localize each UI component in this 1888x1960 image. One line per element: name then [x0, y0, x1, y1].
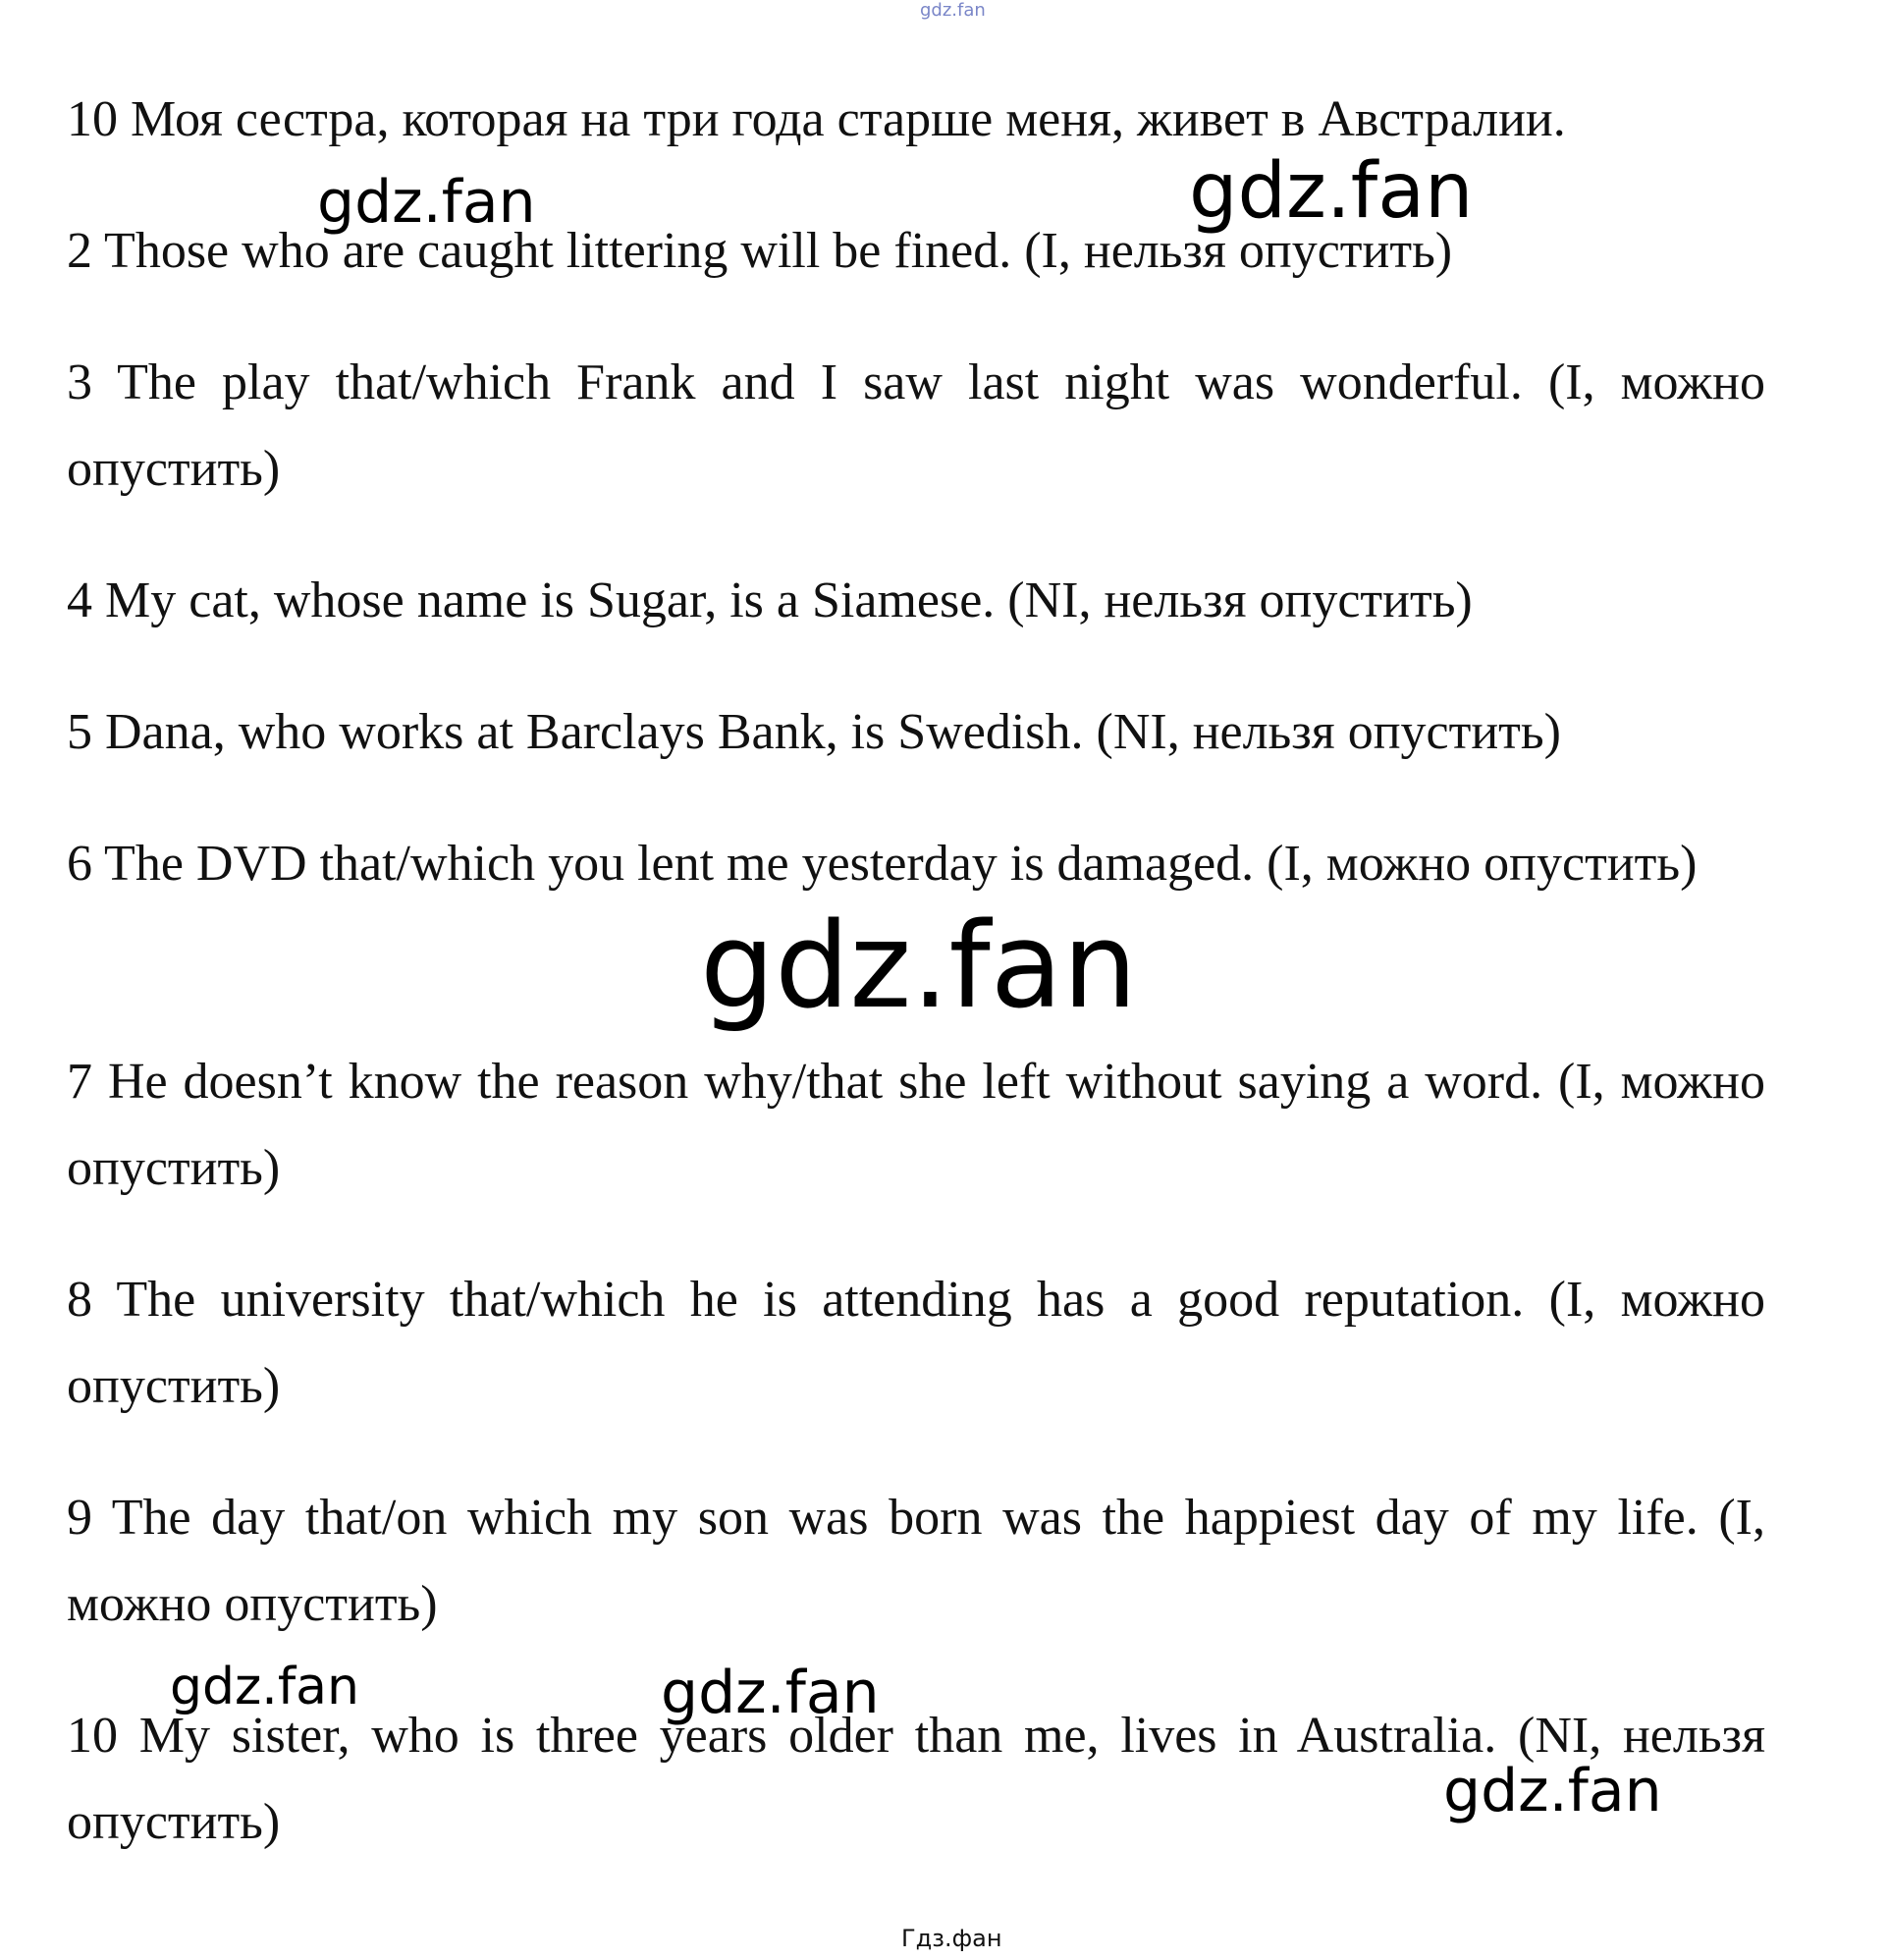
paragraph-6: 6 The DVD that/which you lent me yesterday is damaged. (I, можно опустить): [67, 836, 1698, 892]
watermark-f: gdz.fan: [1443, 1757, 1662, 1825]
watermark-b: gdz.fan: [1189, 147, 1474, 236]
page-footer: Гдз.фан: [901, 1925, 1002, 1952]
watermark-d: gdz.fan: [170, 1658, 359, 1716]
paragraph-4: 4 My cat, whose name is Sugar, is a Siamese. (NI, нельзя опустить): [67, 572, 1473, 628]
paragraph-2: 2 Those who are caught littering will be fined. (I, нельзя опустить): [67, 223, 1453, 279]
watermark-a: gdz.fan: [317, 168, 536, 237]
watermark-e: gdz.fan: [661, 1659, 880, 1727]
paragraph-translation: 10 Моя сестра, которая на три года старше меня, живет в Австралии.: [67, 91, 1566, 147]
watermark-center: gdz.fan: [700, 898, 1138, 1035]
watermark-top: gdz.fan: [920, 0, 986, 21]
paragraph-7: 7 He doesn’t know the reason why/that she left without saying a word. (I, можно опустить): [67, 1054, 1765, 1196]
paragraph-8: 8 The university that/which he is attending has a good reputation. (I, можно опустить): [67, 1272, 1765, 1414]
paragraph-3: 3 The play that/which Frank and I saw last night was wonderful. (I, можно опустить): [67, 354, 1765, 497]
paragraph-9: 9 The day that/on which my son was born was the happiest day of my life. (I, можно опустить): [67, 1490, 1765, 1632]
paragraph-5: 5 Dana, who works at Barclays Bank, is Swedish. (NI, нельзя опустить): [67, 704, 1561, 760]
paragraph-10: 10 My sister, who is three years older than me, lives in Australia. (NI, нельзя опустить): [67, 1708, 1765, 1850]
